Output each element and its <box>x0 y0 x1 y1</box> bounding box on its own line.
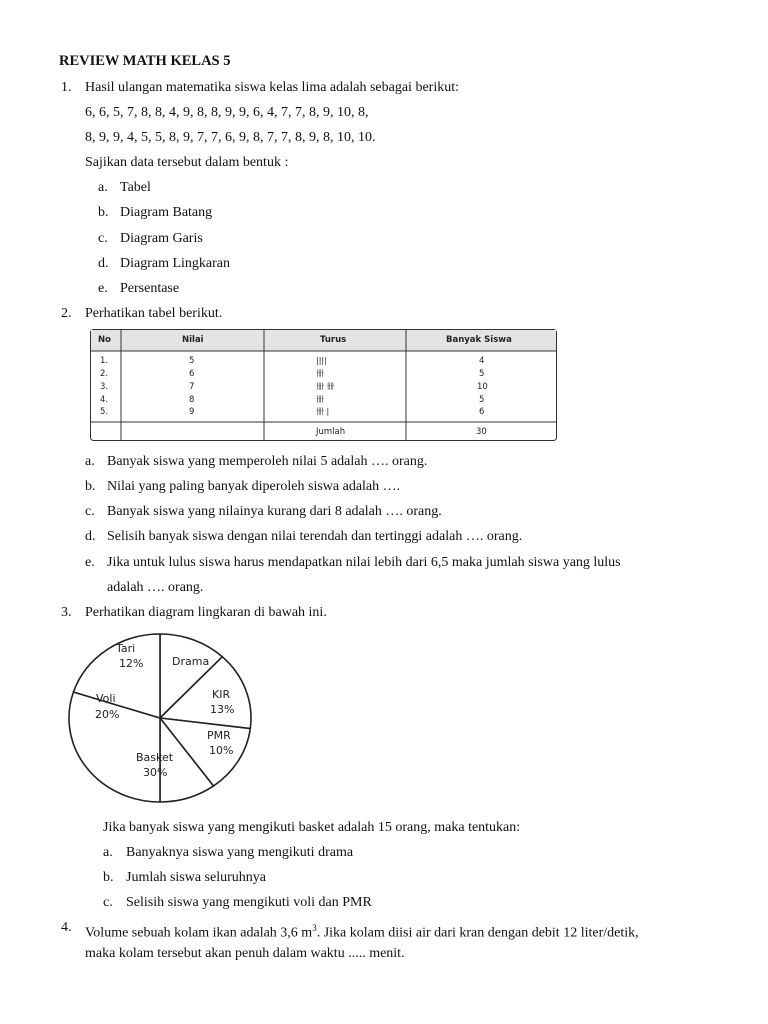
q2-number: 2. <box>61 306 72 321</box>
table-header-nilai: Nilai <box>182 335 204 345</box>
q1-data-line-1: 6, 6, 5, 7, 8, 8, 4, 9, 8, 8, 9, 9, 6, 4, 7, 7, 8, 9, 10, 8, <box>85 105 369 120</box>
page-title: REVIEW MATH KELAS 5 <box>59 53 231 69</box>
table-cell-turus: 卌 | <box>316 407 330 416</box>
q3-question-text: Selisih siswa yang mengikuti voli dan PMR <box>126 895 372 910</box>
table-cell-banyak: 4 <box>479 356 485 366</box>
pie-value-label: 20% <box>95 708 120 721</box>
table-cell-turus: 卌 卌 <box>316 382 335 391</box>
tally-table <box>90 329 557 441</box>
q1-instruction: Sajikan data tersebut dalam bentuk : <box>85 155 289 170</box>
table-header-turus: Turus <box>320 335 347 345</box>
q3-intro: Jika banyak siswa yang mengikuti basket adalah 15 orang, maka tentukan: <box>103 820 521 835</box>
table-cell-nilai: 7 <box>189 382 195 392</box>
q3-text: Perhatikan diagram lingkaran di bawah ini. <box>85 605 327 620</box>
table-cell-banyak: 10 <box>477 382 488 392</box>
q2-question-letter: d. <box>85 529 96 544</box>
pie-value-label: 13% <box>210 703 235 716</box>
q2-question-letter: a. <box>85 454 95 469</box>
q1-option-letter: d. <box>98 256 109 271</box>
q2-text: Perhatikan tabel berikut. <box>85 306 223 321</box>
q4-number: 4. <box>61 920 72 935</box>
q4-text <box>85 919 639 943</box>
table-footer-label: Jumlah <box>316 427 346 437</box>
q3-question-letter: a. <box>103 845 113 860</box>
table-cell-nilai: 5 <box>189 356 195 366</box>
q3-question-letter: c. <box>103 895 113 910</box>
q4-line-2: maka kolam tersebut akan penuh dalam waktu ..... menit. <box>85 946 405 961</box>
q1-data-line-2: 8, 9, 9, 4, 5, 5, 8, 9, 7, 7, 6, 9, 8, 7, 7, 8, 9, 8, 10, 10. <box>85 130 376 145</box>
pie-label: Tari <box>116 642 136 655</box>
table-cell-nilai: 9 <box>189 407 195 417</box>
q3-question-text: Banyaknya siswa yang mengikuti drama <box>126 845 354 860</box>
table-cell-turus: 卌 <box>316 395 324 404</box>
table-cell-turus: |||| <box>316 356 327 365</box>
table-cell-nilai: 8 <box>189 395 195 405</box>
pie-value-label: 12% <box>119 657 144 670</box>
table-cell-banyak: 5 <box>479 369 485 379</box>
table-cell-no: 3. <box>100 382 109 392</box>
q1-number: 1. <box>61 80 72 95</box>
pie-value-label: 10% <box>209 744 234 757</box>
q2-question-letter: b. <box>85 479 96 494</box>
q1-option-letter: a. <box>98 180 108 195</box>
pie-value-label: 30% <box>143 766 168 779</box>
q2-question-text-continued: adalah …. orang. <box>107 580 204 595</box>
table-cell-no: 1. <box>100 356 109 366</box>
q3-question-letter: b. <box>103 870 114 885</box>
table-cell-turus: 卌 <box>316 369 324 378</box>
q1-option-text: Diagram Lingkaran <box>120 256 231 271</box>
pie-label: Drama <box>172 655 210 668</box>
q1-option-letter: e. <box>98 281 108 296</box>
q2-question-text: Selisih banyak siswa dengan nilai terendah dan tertinggi adalah …. orang. <box>107 529 523 544</box>
table-header-banyak-siswa: Banyak Siswa <box>446 335 512 345</box>
table-footer-value: 30 <box>476 427 487 437</box>
q1-option-text: Persentase <box>120 281 180 296</box>
q2-question-letter: e. <box>85 555 95 570</box>
q1-option-text: Tabel <box>120 180 151 195</box>
q4-superscript: 3 <box>312 923 317 933</box>
pie-label: Basket <box>136 751 174 764</box>
q1-option-letter: b. <box>98 205 109 220</box>
q2-question-letter: c. <box>85 504 95 519</box>
q1-option-text: Diagram Garis <box>120 231 203 246</box>
q2-question-text: Banyak siswa yang memperoleh nilai 5 adalah …. orang. <box>107 454 428 469</box>
q4-text-after: . Jika kolam diisi air dari kran dengan debit 12 liter/detik, <box>316 925 639 941</box>
pie-label: KIR <box>212 688 231 701</box>
q2-question-text: Nilai yang paling banyak diperoleh siswa adalah …. <box>107 479 401 494</box>
q1-text: Hasil ulangan matematika siswa kelas lima adalah sebagai berikut: <box>85 80 459 95</box>
table-header-no: No <box>98 335 111 345</box>
pie-chart <box>66 633 256 808</box>
q2-question-text: Jika untuk lulus siswa harus mendapatkan nilai lebih dari 6,5 maka jumlah siswa yang lulus <box>107 555 621 570</box>
table-cell-no: 5. <box>100 407 109 417</box>
q3-number: 3. <box>61 605 72 620</box>
q3-question-text: Jumlah siswa seluruhnya <box>126 870 266 885</box>
q1-option-text: Diagram Batang <box>120 205 213 220</box>
table-cell-no: 4. <box>100 395 109 405</box>
pie-label: PMR <box>207 729 231 742</box>
q4-text-before: Volume sebuah kolam ikan adalah 3,6 m <box>85 925 313 941</box>
q1-option-letter: c. <box>98 231 108 246</box>
table-cell-banyak: 5 <box>479 395 485 405</box>
q2-question-text: Banyak siswa yang nilainya kurang dari 8 adalah …. orang. <box>107 504 442 519</box>
table-cell-no: 2. <box>100 369 109 379</box>
pie-label: Voli <box>96 692 116 705</box>
table-cell-banyak: 6 <box>479 407 485 417</box>
table-cell-nilai: 6 <box>189 369 195 379</box>
